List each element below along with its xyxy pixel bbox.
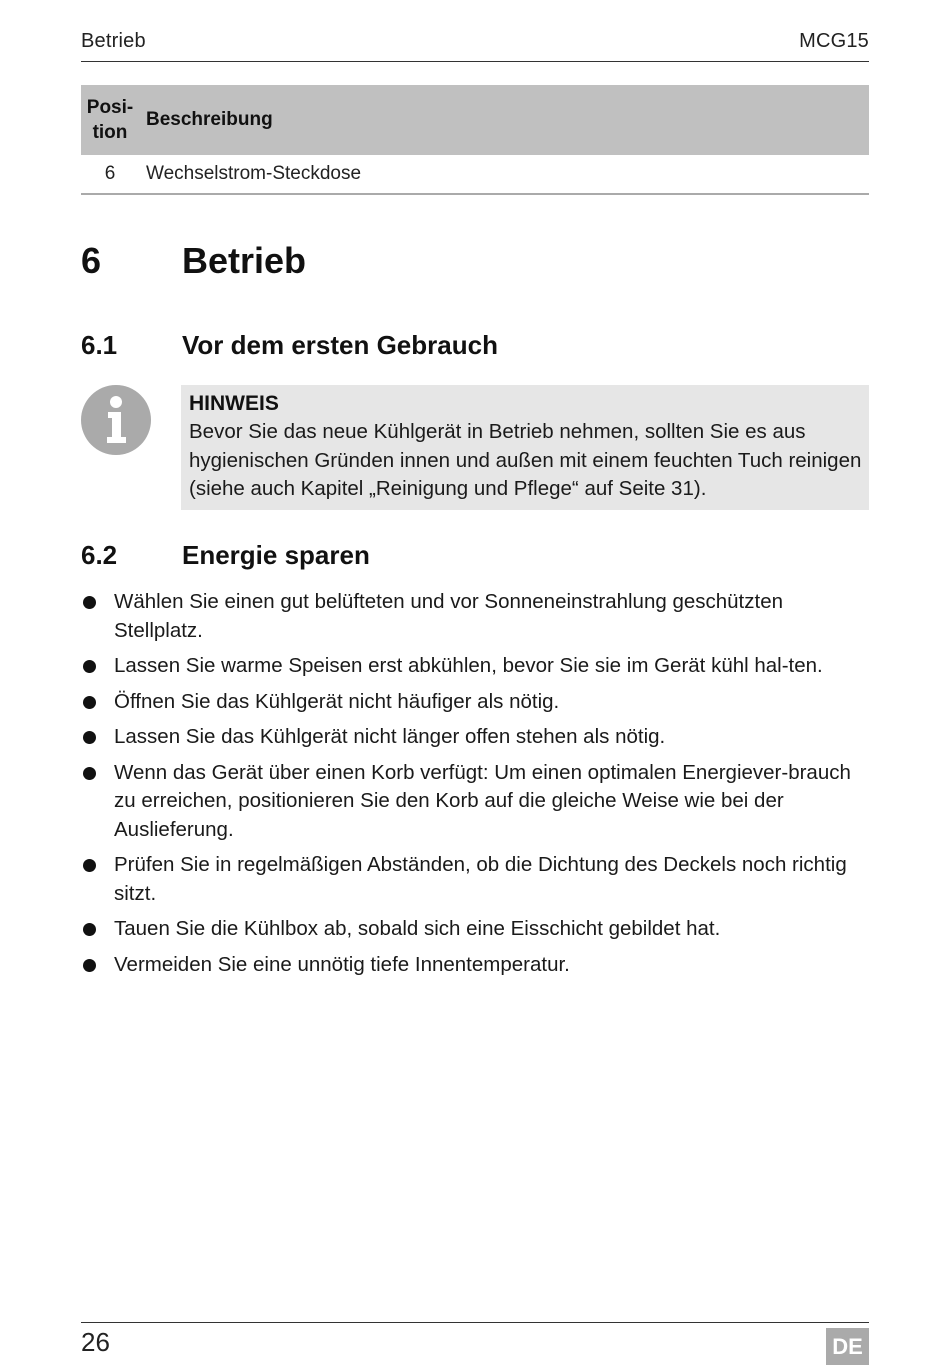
list-item: Prüfen Sie in regelmäßigen Abständen, ob die Dichtung des Deckels noch richtig sitzt. (81, 851, 869, 908)
cell-description: Wechselstrom-Steckdose (139, 155, 869, 194)
bullet-icon (83, 959, 96, 972)
notice-title: HINWEIS (189, 392, 279, 415)
header-chapter: Betrieb (81, 30, 146, 52)
list-item: Tauen Sie die Kühlbox ab, sobald sich eine Eisschicht gebildet hat. (81, 915, 869, 944)
subsection-heading-1 (81, 330, 498, 361)
cell-position: 6 (81, 155, 139, 194)
bullet-icon (83, 660, 96, 673)
column-header-position: Posi- tion (81, 85, 139, 155)
table-row (81, 155, 869, 194)
page-header (81, 30, 869, 62)
energy-tips-list (81, 588, 869, 986)
bullet-icon (83, 859, 96, 872)
list-item: Öffnen Sie das Kühlgerät nicht häufiger als nötig. (81, 688, 869, 717)
info-icon (81, 385, 151, 455)
subsection-number: 6.1 (81, 330, 118, 360)
subsection-number: 6.2 (81, 540, 118, 570)
bullet-icon (83, 731, 96, 744)
list-item: Lassen Sie warme Speisen erst abkühlen, bevor Sie sie im Gerät kühl hal-ten. (81, 652, 869, 681)
list-item: Wählen Sie einen gut belüfteten und vor Sonneneinstrahlung geschützten Stellplatz. (81, 588, 869, 645)
section-heading (81, 240, 306, 282)
column-header-description: Beschreibung (139, 85, 869, 155)
page-footer (81, 1322, 869, 1359)
bullet-icon (83, 696, 96, 709)
section-number: 6 (81, 240, 102, 281)
subsection-heading-2 (81, 540, 370, 571)
subsection-title: Energie sparen (182, 540, 370, 570)
section-title: Betrieb (182, 240, 307, 281)
list-item: Lassen Sie das Kühlgerät nicht länger offen stehen als nötig. (81, 723, 869, 752)
header-model: MCG15 (799, 30, 869, 52)
bullet-icon (83, 767, 96, 780)
table-header-row (81, 85, 869, 155)
notice-box (181, 385, 869, 510)
bullet-icon (83, 923, 96, 936)
language-badge: DE (826, 1328, 869, 1365)
list-item: Vermeiden Sie eine unnötig tiefe Innentemperatur. (81, 951, 869, 980)
bullet-icon (83, 596, 96, 609)
component-table (81, 85, 869, 195)
list-item: Wenn das Gerät über einen Korb verfügt: Um einen optimalen Energiever-brauch zu erreichen, positionieren Sie den Korb auf die gleiche Weise wie bei der Auslieferung. (81, 759, 869, 845)
notice-text: Bevor Sie das neue Kühlgerät in Betrieb nehmen, sollten Sie es aus hygienischen Gründen innen und außen mit einem feuchten Tuch reinigen (siehe auch Kapitel „Reinigung und Pflege“ auf Seite 31). (189, 420, 862, 500)
subsection-title: Vor dem ersten Gebrauch (182, 330, 498, 360)
page-number: 26 (81, 1327, 110, 1357)
